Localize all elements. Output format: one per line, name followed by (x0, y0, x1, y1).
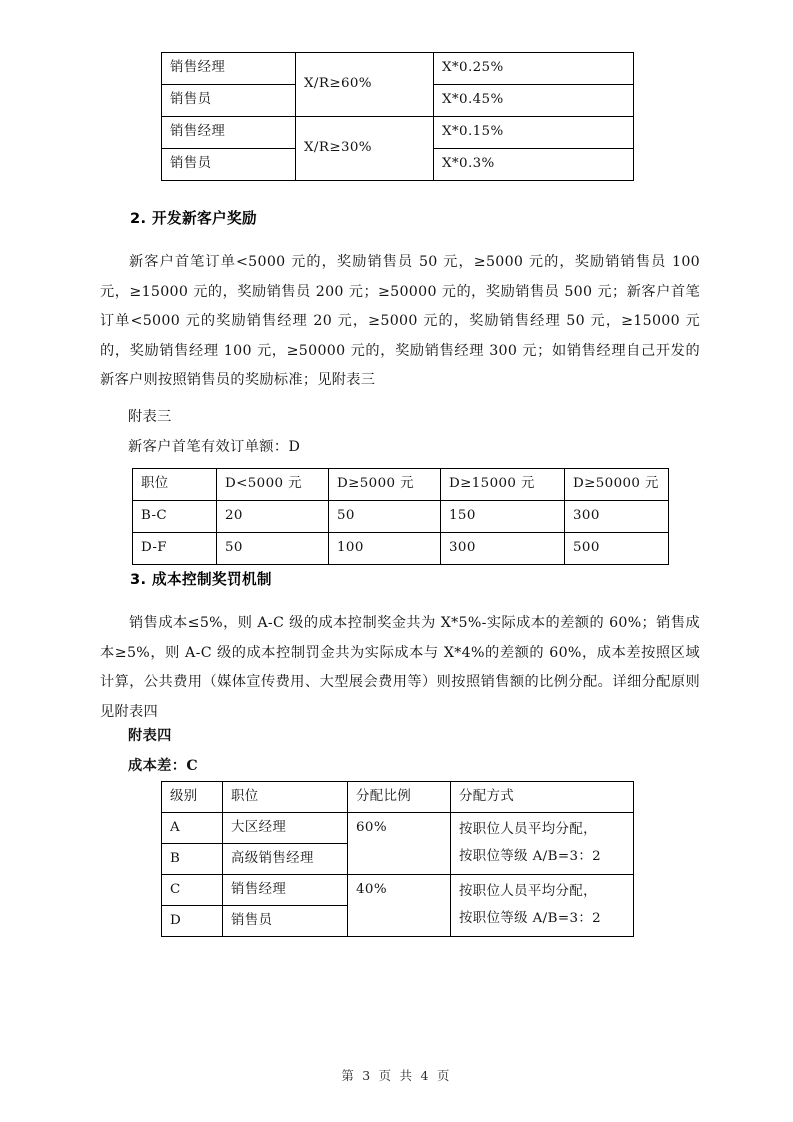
method-line-1: 按职位人员平均分配， (459, 884, 597, 900)
table-row (162, 813, 634, 844)
table-row (133, 501, 669, 533)
appendix-3-subcaption: 新客户首笔有效订单额：D (128, 439, 301, 455)
cell-position: 销售经理 (223, 875, 348, 906)
table-row (162, 53, 634, 85)
cost-control-table (161, 781, 634, 937)
commission-table (161, 52, 634, 181)
table-row (133, 533, 669, 565)
cell-rate: X*0.45% (434, 85, 634, 117)
cell-share: 40% (348, 875, 451, 937)
header-cell-tier-4: D≥50000 元 (565, 469, 669, 501)
appendix-4-caption: 附表四 (128, 728, 172, 744)
cell-value: 50 (329, 501, 441, 533)
cell-value: 150 (441, 501, 565, 533)
cell-position: 销售员 (223, 906, 348, 937)
table-row (162, 875, 634, 906)
cell-method (451, 875, 634, 937)
cell-grade: D (162, 906, 223, 937)
cell-rate: X*0.3% (434, 149, 634, 181)
section-2-body: 新客户首笔订单<5000 元的，奖励销售员 50 元，≥5000 元的，奖励销销售员 100 元，≥15000 元的，奖励销售员 200 元；≥50000 元的，奖励销售员 500 元；新客户首笔订单<5000 元的奖励销售经理 20 元，≥5000 元的，奖励销售经理 50 元，≥15000 元的，奖励销售经理 100 元，≥50000 元的，奖励销售经理 300 元；如销售经理自己开发的新客户则按照销售员的奖励标准；见附表三 (100, 254, 700, 388)
cell-grade: B (162, 844, 223, 875)
method-line-1: 按职位人员平均分配， (459, 822, 597, 838)
cell-position: 高级销售经理 (223, 844, 348, 875)
section-2-heading: 2. 开发新客户奖励 (130, 210, 257, 227)
cell-ratio: X/R≥60% (296, 53, 434, 117)
header-cell-tier-2: D≥5000 元 (329, 469, 441, 501)
method-line-2: 按职位等级 A/B=3：2 (459, 848, 602, 864)
page-footer: 第 3 页 共 4 页 (341, 1068, 452, 1083)
cell-grade: D-F (133, 533, 217, 565)
new-customer-reward-table (132, 468, 669, 565)
cell-rate: X*0.15% (434, 117, 634, 149)
header-cell-tier-1: D<5000 元 (217, 469, 329, 501)
cell-position: 销售员 (162, 149, 296, 181)
header-cell-tier-3: D≥15000 元 (441, 469, 565, 501)
cell-grade: C (162, 875, 223, 906)
cell-position: 销售经理 (162, 53, 296, 85)
section-3-heading: 3. 成本控制奖罚机制 (130, 571, 272, 588)
cell-value: 50 (217, 533, 329, 565)
cell-value: 300 (565, 501, 669, 533)
cell-grade: A (162, 813, 223, 844)
section-3-body: 销售成本≤5%，则 A-C 级的成本控制奖金共为 X*5%-实际成本的差额的 60%；销售成本≥5%，则 A-C 级的成本控制罚金共为实际成本与 X*4%的差额的 60%，成本差按照区域计算，公共费用（媒体宣传费用、大型展会费用等）则按照销售额的比例分配。详细分配原则见附表四 (100, 615, 700, 720)
cell-value: 20 (217, 501, 329, 533)
cell-grade: B-C (133, 501, 217, 533)
header-cell-position: 职位 (133, 469, 217, 501)
cell-ratio: X/R≥30% (296, 117, 434, 181)
method-line-2: 按职位等级 A/B=3：2 (459, 910, 602, 926)
cell-value: 500 (565, 533, 669, 565)
cell-method (451, 813, 634, 875)
table-header-row (133, 469, 669, 501)
table-row (162, 117, 634, 149)
header-cell-grade: 级别 (162, 782, 223, 813)
cell-position: 销售经理 (162, 117, 296, 149)
cell-value: 300 (441, 533, 565, 565)
cell-value: 100 (329, 533, 441, 565)
cell-position: 大区经理 (223, 813, 348, 844)
appendix-3-caption: 附表三 (128, 409, 172, 425)
cell-position: 销售员 (162, 85, 296, 117)
header-cell-position: 职位 (223, 782, 348, 813)
header-cell-method: 分配方式 (451, 782, 634, 813)
header-cell-share: 分配比例 (348, 782, 451, 813)
cell-rate: X*0.25% (434, 53, 634, 85)
cell-share: 60% (348, 813, 451, 875)
table-header-row (162, 782, 634, 813)
appendix-4-subcaption: 成本差：C (128, 758, 199, 774)
